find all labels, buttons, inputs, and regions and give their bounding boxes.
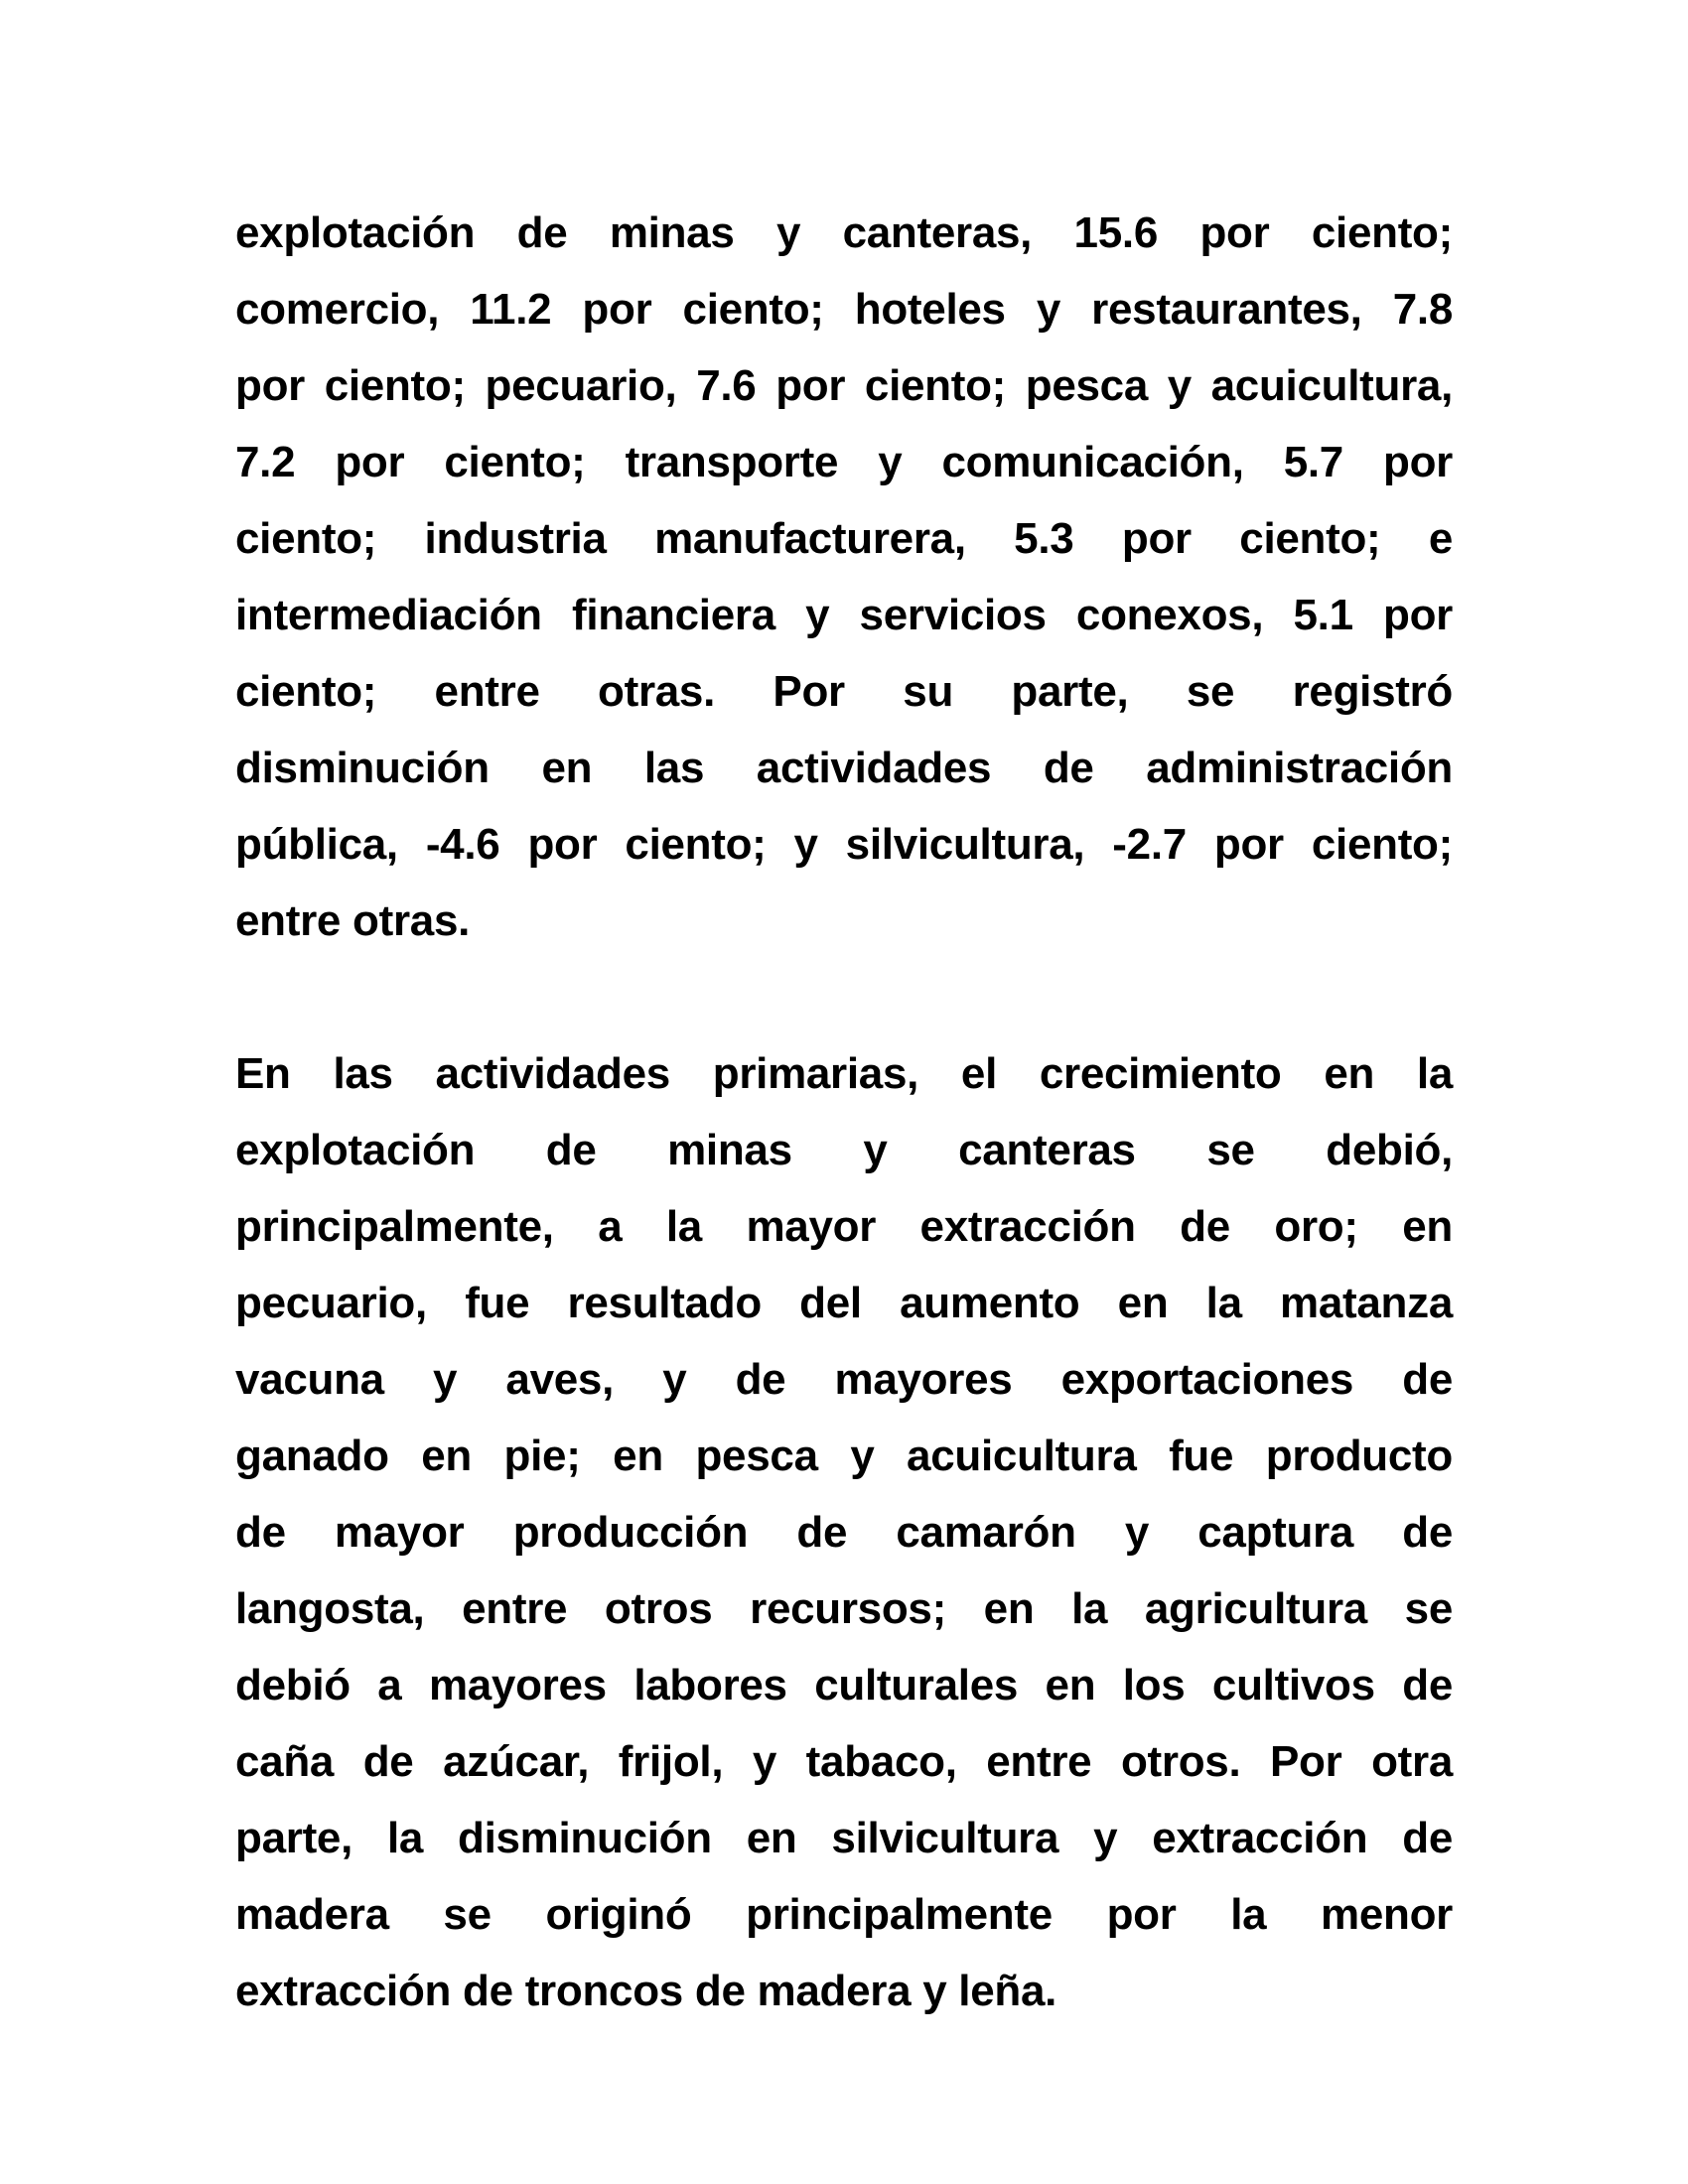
text-line: parte, la disminución en silvicultura y extracción de (235, 1814, 1453, 1862)
text-line: de mayor producción de camarón y captura de (235, 1508, 1453, 1557)
text-line: madera se originó principalmente por la menor (235, 1890, 1453, 1939)
text-line: comercio, 11.2 por ciento; hoteles y restaurantes, 7.8 (235, 285, 1453, 334)
text-line: vacuna y aves, y de mayores exportaciones de (235, 1355, 1453, 1404)
text-line: principalmente, a la mayor extracción de oro; en (235, 1202, 1453, 1251)
text-line: caña de azúcar, frijol, y tabaco, entre otros. Por otra (235, 1737, 1453, 1786)
text-line: extracción de troncos de madera y leña. (235, 1967, 1057, 2015)
text-line: ganado en pie; en pesca y acuicultura fue producto (235, 1432, 1453, 1480)
text-line: pública, -4.6 por ciento; y silvicultura, -2.7 por ciento; (235, 820, 1453, 869)
text-line: En las actividades primarias, el crecimiento en la (235, 1049, 1453, 1098)
text-line: explotación de minas y canteras se debió, (235, 1126, 1453, 1174)
text-line: disminución en las actividades de administración (235, 744, 1453, 792)
text-line: entre otras. (235, 896, 471, 945)
text-line: ciento; industria manufacturera, 5.3 por ciento; e (235, 514, 1453, 563)
text-line: pecuario, fue resultado del aumento en la matanza (235, 1279, 1453, 1327)
text-line: langosta, entre otros recursos; en la agricultura se (235, 1584, 1453, 1633)
text-line: por ciento; pecuario, 7.6 por ciento; pesca y acuicultura, (235, 361, 1453, 410)
text-block (235, 195, 1453, 2029)
text-line: debió a mayores labores culturales en los cultivos de (235, 1661, 1453, 1709)
text-line: intermediación financiera y servicios conexos, 5.1 por (235, 591, 1453, 639)
paragraph-2 (235, 1035, 1453, 2029)
text-line: explotación de minas y canteras, 15.6 por ciento; (235, 208, 1453, 257)
text-line: 7.2 por ciento; transporte y comunicación, 5.7 por (235, 438, 1453, 486)
text-line: ciento; entre otras. Por su parte, se registró (235, 667, 1453, 716)
paragraph-1 (235, 195, 1453, 959)
